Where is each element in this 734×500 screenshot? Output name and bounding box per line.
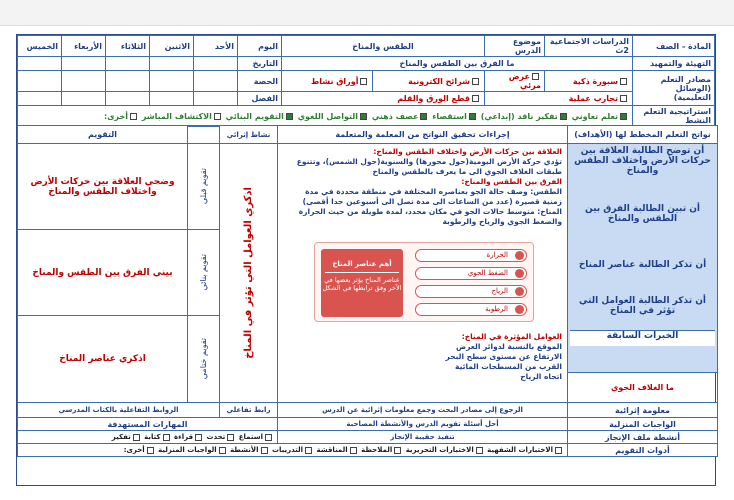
checkbox[interactable] bbox=[286, 113, 293, 120]
proc-1-title: العلاقة بين حركات الأرض واختلاف الطقس والمناخ: bbox=[373, 147, 562, 156]
resource-paper-pen: قطع الورق والقلم bbox=[282, 92, 485, 106]
checkbox[interactable] bbox=[195, 434, 202, 441]
evaluation-1: وضحي العلاقة بين حركات الأرض واختلاف الطقس والمناخ bbox=[18, 144, 187, 230]
factor-1: الموقع بالنسبة لدوائر العرض bbox=[456, 342, 562, 351]
date-cell-3[interactable] bbox=[106, 57, 150, 71]
class-cell-5[interactable] bbox=[18, 92, 62, 106]
checkbox[interactable] bbox=[620, 113, 627, 120]
tools-label: أدوات التقويم bbox=[568, 444, 718, 457]
objective-4: أن تذكر الطالبة العوامل التي تؤثر في المناخ bbox=[579, 296, 706, 316]
main-table bbox=[17, 125, 718, 457]
checkbox[interactable] bbox=[219, 447, 226, 454]
col-activity: نشاط إثرائي bbox=[220, 126, 278, 144]
checkbox[interactable] bbox=[133, 434, 140, 441]
resources-label: مصادر التعلم (الوسائل التعليمية) bbox=[633, 71, 715, 106]
period-cell-1[interactable] bbox=[194, 71, 238, 92]
checkbox[interactable] bbox=[227, 434, 234, 441]
checkbox[interactable] bbox=[555, 447, 562, 454]
activity-text: اذكري العوامل التي تؤثر في المناخ bbox=[243, 187, 254, 359]
illustration-card bbox=[321, 249, 403, 317]
proc-2-weather: الطقس: وصف حالة الجو بعناصره المختلفة في منطقة محددة في مدة زمنية قصيرة (عدد من الساعات الى مدة تصل الى أسبوعين حدا أقصى) bbox=[302, 187, 562, 206]
checkbox[interactable] bbox=[130, 113, 137, 120]
element-wind: الرياح bbox=[415, 285, 527, 298]
checkbox[interactable] bbox=[620, 95, 627, 102]
factor-3: القرب من المسطحات المائية bbox=[455, 362, 562, 371]
eval-types-cell bbox=[188, 144, 220, 403]
enrich-label: معلومة إثرائية bbox=[568, 403, 718, 418]
element-temperature: الحرارة bbox=[415, 249, 527, 262]
objective-3: أن تذكر الطالبة عناصر المناخ bbox=[578, 260, 707, 270]
checkbox[interactable] bbox=[476, 447, 483, 454]
tools-row: الاختبارات الشفهية الاختبارات التحريرية الملاحظة المناقشة التدريبات الأنشطة الواجبات المنزلية أخرى: bbox=[18, 444, 568, 457]
date-cell-5[interactable] bbox=[18, 57, 62, 71]
header-table bbox=[17, 35, 715, 127]
proc-2-title: الفرق بين الطقس والمناخ: bbox=[461, 177, 562, 186]
checkbox[interactable] bbox=[394, 447, 401, 454]
date-cell-1[interactable] bbox=[194, 57, 238, 71]
checkbox[interactable] bbox=[305, 447, 312, 454]
element-pressure: الضغط الجوي bbox=[415, 267, 527, 280]
day-mon: الاثنين bbox=[150, 36, 194, 57]
resource-video: عرض مرئي bbox=[485, 71, 545, 92]
factors-block bbox=[283, 332, 562, 382]
proc-6: تنفيذ حقيبة الإنجاز bbox=[278, 431, 568, 444]
checkbox[interactable] bbox=[472, 95, 479, 102]
checkbox[interactable] bbox=[472, 78, 479, 85]
factor-4: اتجاه الرياح bbox=[520, 372, 562, 381]
period-cell-5[interactable] bbox=[18, 71, 62, 92]
top-bar bbox=[0, 0, 734, 26]
proc-3-title: العوامل المؤثرة في المناخ: bbox=[461, 332, 562, 341]
resource-smartboard: سبورة ذكية bbox=[545, 71, 633, 92]
prior-label: الخبرات السابقة bbox=[570, 330, 715, 346]
wind-icon bbox=[515, 287, 524, 296]
class-label: الفصل bbox=[238, 92, 282, 106]
checkbox[interactable] bbox=[360, 113, 367, 120]
resource-experiments: تجارب عملية bbox=[485, 92, 633, 106]
checkbox[interactable] bbox=[214, 113, 221, 120]
class-cell-3[interactable] bbox=[106, 92, 150, 106]
skills-row: استماع تحدث قراءة كتابة تفكير bbox=[18, 431, 278, 444]
subject-value: الدراسات الاجتماعية 2ث bbox=[545, 36, 633, 57]
factor-2: الارتفاع عن مستوى سطح البحر bbox=[445, 352, 562, 361]
date-cell-4[interactable] bbox=[62, 57, 106, 71]
period-cell-3[interactable] bbox=[106, 71, 150, 92]
checkbox[interactable] bbox=[360, 78, 367, 85]
portfolio-label: أنشطة ملف الإنجاز bbox=[568, 431, 718, 444]
proc-2-climate: المناخ: متوسط حالات الجو في مكان محدد، لمدة طويلة من حيث الحرارة والضغط الجوي والرياح والرطوبة bbox=[298, 207, 562, 226]
eval-type-summative: تقويم ختامي bbox=[199, 338, 208, 380]
col-outcomes: نواتج التعلم المخطط لها (الأهداف) bbox=[568, 126, 718, 144]
intro-label: التهيئة والتمهيد bbox=[633, 57, 715, 71]
period-label: الحصة bbox=[238, 71, 282, 92]
climate-elements-illustration bbox=[314, 242, 534, 322]
topic-label: موضوع الدرس bbox=[485, 36, 545, 57]
day-sun: الأحد bbox=[194, 36, 238, 57]
period-cell-2[interactable] bbox=[150, 71, 194, 92]
resource-slides: شرائح الكترونية bbox=[373, 71, 485, 92]
col-procedures: إجراءات تحقيق النواتج من المعلمة والمتعلمة bbox=[278, 126, 568, 144]
skills-label: المهارات المستهدفة bbox=[18, 418, 278, 431]
eval-type-formative: تقويم بنائي bbox=[199, 254, 208, 291]
day-tue: الثلاثاء bbox=[106, 36, 150, 57]
thermometer-icon bbox=[515, 251, 524, 260]
strategies-row: تعلم تعاوني تفكير ناقد (إبداعي) استقصاء عصف ذهني التواصل اللغوي التقويم البنائي الاكتشاف المباشر أخرى: bbox=[18, 106, 633, 127]
procedures-cell bbox=[278, 144, 568, 403]
droplet-icon bbox=[515, 305, 524, 314]
date-label: التاريخ bbox=[238, 57, 282, 71]
evaluation-2: بيني الفرق بين الطقس والمناخ bbox=[18, 230, 187, 316]
objectives-cell bbox=[568, 144, 718, 373]
checkbox[interactable] bbox=[469, 113, 476, 120]
day-wed: الأربعاء bbox=[62, 36, 106, 57]
date-cell-2[interactable] bbox=[150, 57, 194, 71]
proc-4: الرجوع إلى مصادر البحث وجمع معلومات إثرائية عن الدرس bbox=[278, 403, 568, 418]
period-cell-4[interactable] bbox=[62, 71, 106, 92]
checkbox[interactable] bbox=[265, 434, 272, 441]
homework-label: الواجبات المنزلية bbox=[568, 418, 718, 431]
resource-worksheets: أوراق نشاط bbox=[282, 71, 373, 92]
day-thu: الخميس bbox=[18, 36, 62, 57]
activity-cell bbox=[220, 144, 278, 403]
element-humidity: الرطوبة bbox=[415, 303, 527, 316]
illustration-subtitle: عناصر المناخ يؤثر بعضها في الآخر وفق ترابطها في الشكل bbox=[322, 276, 402, 292]
checkbox[interactable] bbox=[163, 434, 170, 441]
checkbox[interactable] bbox=[620, 78, 627, 85]
proc-1-body: تؤدي حركة الأرض اليومية(حول محورها) والسنوية(حول الشمس)، وتتنوع طبقات الغلاف الجوي الى ما يعرف بالطقس والمناخ bbox=[296, 157, 562, 176]
class-cell-1[interactable] bbox=[194, 92, 238, 106]
gauge-icon bbox=[515, 269, 524, 278]
checkbox[interactable] bbox=[560, 113, 567, 120]
illustration-title: أهم عناصر المناخ bbox=[325, 259, 399, 273]
day-label: اليوم bbox=[238, 36, 282, 57]
lesson-plan-sheet bbox=[16, 34, 716, 486]
topic-value: الطقس والمناخ bbox=[282, 36, 485, 57]
col-evaluation: التقويم bbox=[18, 126, 188, 144]
strategy-label: استراتيجية التعلم النشط bbox=[633, 106, 715, 127]
subject-label: المادة - الصف bbox=[633, 36, 715, 57]
checkbox[interactable] bbox=[350, 447, 357, 454]
class-cell-2[interactable] bbox=[150, 92, 194, 106]
evaluation-3: اذكري عناصر المناخ bbox=[59, 354, 146, 364]
interactive-link-label: رابط تفاعلي bbox=[220, 403, 278, 418]
interactive-link-value[interactable]: الروابط التفاعلية بالكتاب المدرسي bbox=[18, 403, 220, 418]
class-cell-4[interactable] bbox=[62, 92, 106, 106]
intro-value: ما الفرق بين الطقس والمناخ bbox=[282, 57, 633, 71]
evaluation-cell bbox=[18, 144, 188, 403]
checkbox[interactable] bbox=[420, 113, 427, 120]
proc-5: أحل أسئلة تقويم الدرس والأنشطة المصاحبة bbox=[278, 418, 568, 431]
checkbox[interactable] bbox=[147, 447, 154, 454]
eval-type-pre: تقويم قبلي bbox=[199, 168, 208, 205]
objective-1: أن توضح الطالبة العلاقة بين حركات الأرض واختلاف الطقس والمناخ bbox=[574, 146, 711, 176]
checkbox[interactable] bbox=[532, 73, 539, 80]
objective-2: أن تبين الطالبة الفرق بين الطقس والمناخ bbox=[585, 204, 700, 224]
prior-value: ما الغلاف الجوي bbox=[568, 372, 718, 402]
checkbox[interactable] bbox=[261, 447, 268, 454]
